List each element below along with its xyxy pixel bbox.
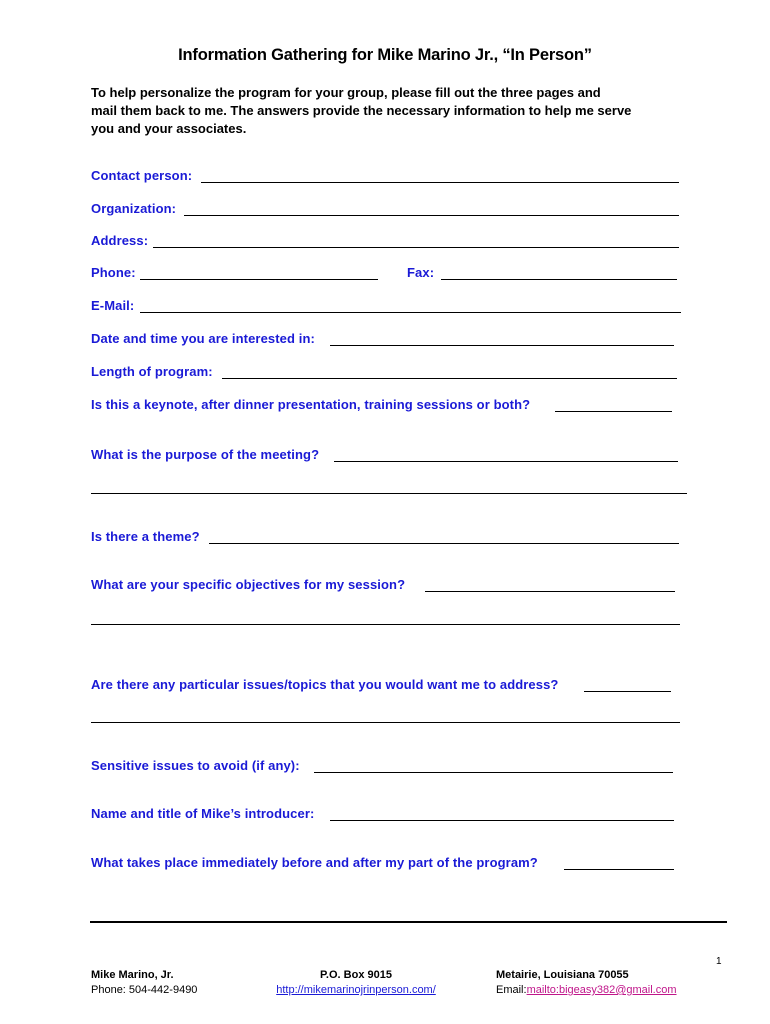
page-title: Information Gathering for Mike Marino Jr., “In Person” [178, 46, 592, 64]
footer-po-box: P.O. Box 9015 [320, 969, 392, 981]
footer-name: Mike Marino, Jr. [91, 969, 174, 981]
presentation-type-field[interactable] [555, 411, 672, 412]
address-field[interactable] [153, 247, 679, 248]
introducer-label: Name and title of Mike’s introducer: [91, 806, 315, 821]
footer-address [271, 968, 441, 998]
organization-label: Organization: [91, 201, 177, 216]
issues-topics-field-line-2[interactable] [91, 722, 680, 723]
phone-label: Phone: [91, 265, 136, 280]
meeting-purpose-label: What is the purpose of the meeting? [91, 447, 320, 462]
contact-person-label: Contact person: [91, 168, 193, 183]
presentation-type-label: Is this a keynote, after dinner presentation, training sessions or both? [91, 397, 531, 412]
intro-paragraph [91, 84, 691, 138]
date-time-field[interactable] [330, 345, 674, 346]
intro-line: mail them back to me. The answers provide the necessary information to help me serve [91, 103, 632, 118]
contact-person-field[interactable] [201, 182, 679, 183]
issues-topics-label: Are there any particular issues/topics that you would want me to address? [91, 677, 559, 692]
page-number: 1 [716, 956, 722, 967]
date-time-label: Date and time you are interested in: [91, 331, 315, 346]
meeting-purpose-field-line-2[interactable] [91, 493, 687, 494]
footer-contact [91, 968, 197, 998]
organization-field[interactable] [184, 215, 679, 216]
footer-email-label: Email: [496, 984, 527, 996]
fax-label: Fax: [407, 265, 435, 280]
fax-field[interactable] [441, 279, 677, 280]
footer-website-link[interactable]: http://mikemarinojrinperson.com/ [276, 984, 436, 996]
theme-label: Is there a theme? [91, 529, 200, 544]
objectives-label: What are your specific objectives for my session? [91, 577, 406, 592]
sensitive-issues-label: Sensitive issues to avoid (if any): [91, 758, 300, 773]
issues-topics-field[interactable] [584, 691, 671, 692]
email-field[interactable] [140, 312, 681, 313]
footer-email-link[interactable]: mailto:bigeasy382@gmail.com [526, 984, 677, 996]
intro-line: you and your associates. [91, 121, 247, 136]
email-label: E-Mail: [91, 298, 135, 313]
objectives-field[interactable] [425, 591, 675, 592]
objectives-field-line-2[interactable] [91, 624, 680, 625]
footer-phone: Phone: 504-442-9490 [91, 984, 198, 996]
before-after-field[interactable] [564, 869, 674, 870]
before-after-label: What takes place immediately before and after my part of the program? [91, 855, 538, 870]
footer-location [496, 968, 677, 998]
sensitive-issues-field[interactable] [314, 772, 673, 773]
program-length-field[interactable] [222, 378, 677, 379]
theme-field[interactable] [209, 543, 679, 544]
program-length-label: Length of program: [91, 364, 213, 379]
footer-divider [90, 921, 727, 923]
introducer-field[interactable] [330, 820, 674, 821]
phone-field[interactable] [140, 279, 378, 280]
intro-line: To help personalize the program for your group, please fill out the three pages and [91, 85, 601, 100]
address-label: Address: [91, 233, 149, 248]
footer-city: Metairie, Louisiana 70055 [496, 969, 629, 981]
meeting-purpose-field[interactable] [334, 461, 678, 462]
